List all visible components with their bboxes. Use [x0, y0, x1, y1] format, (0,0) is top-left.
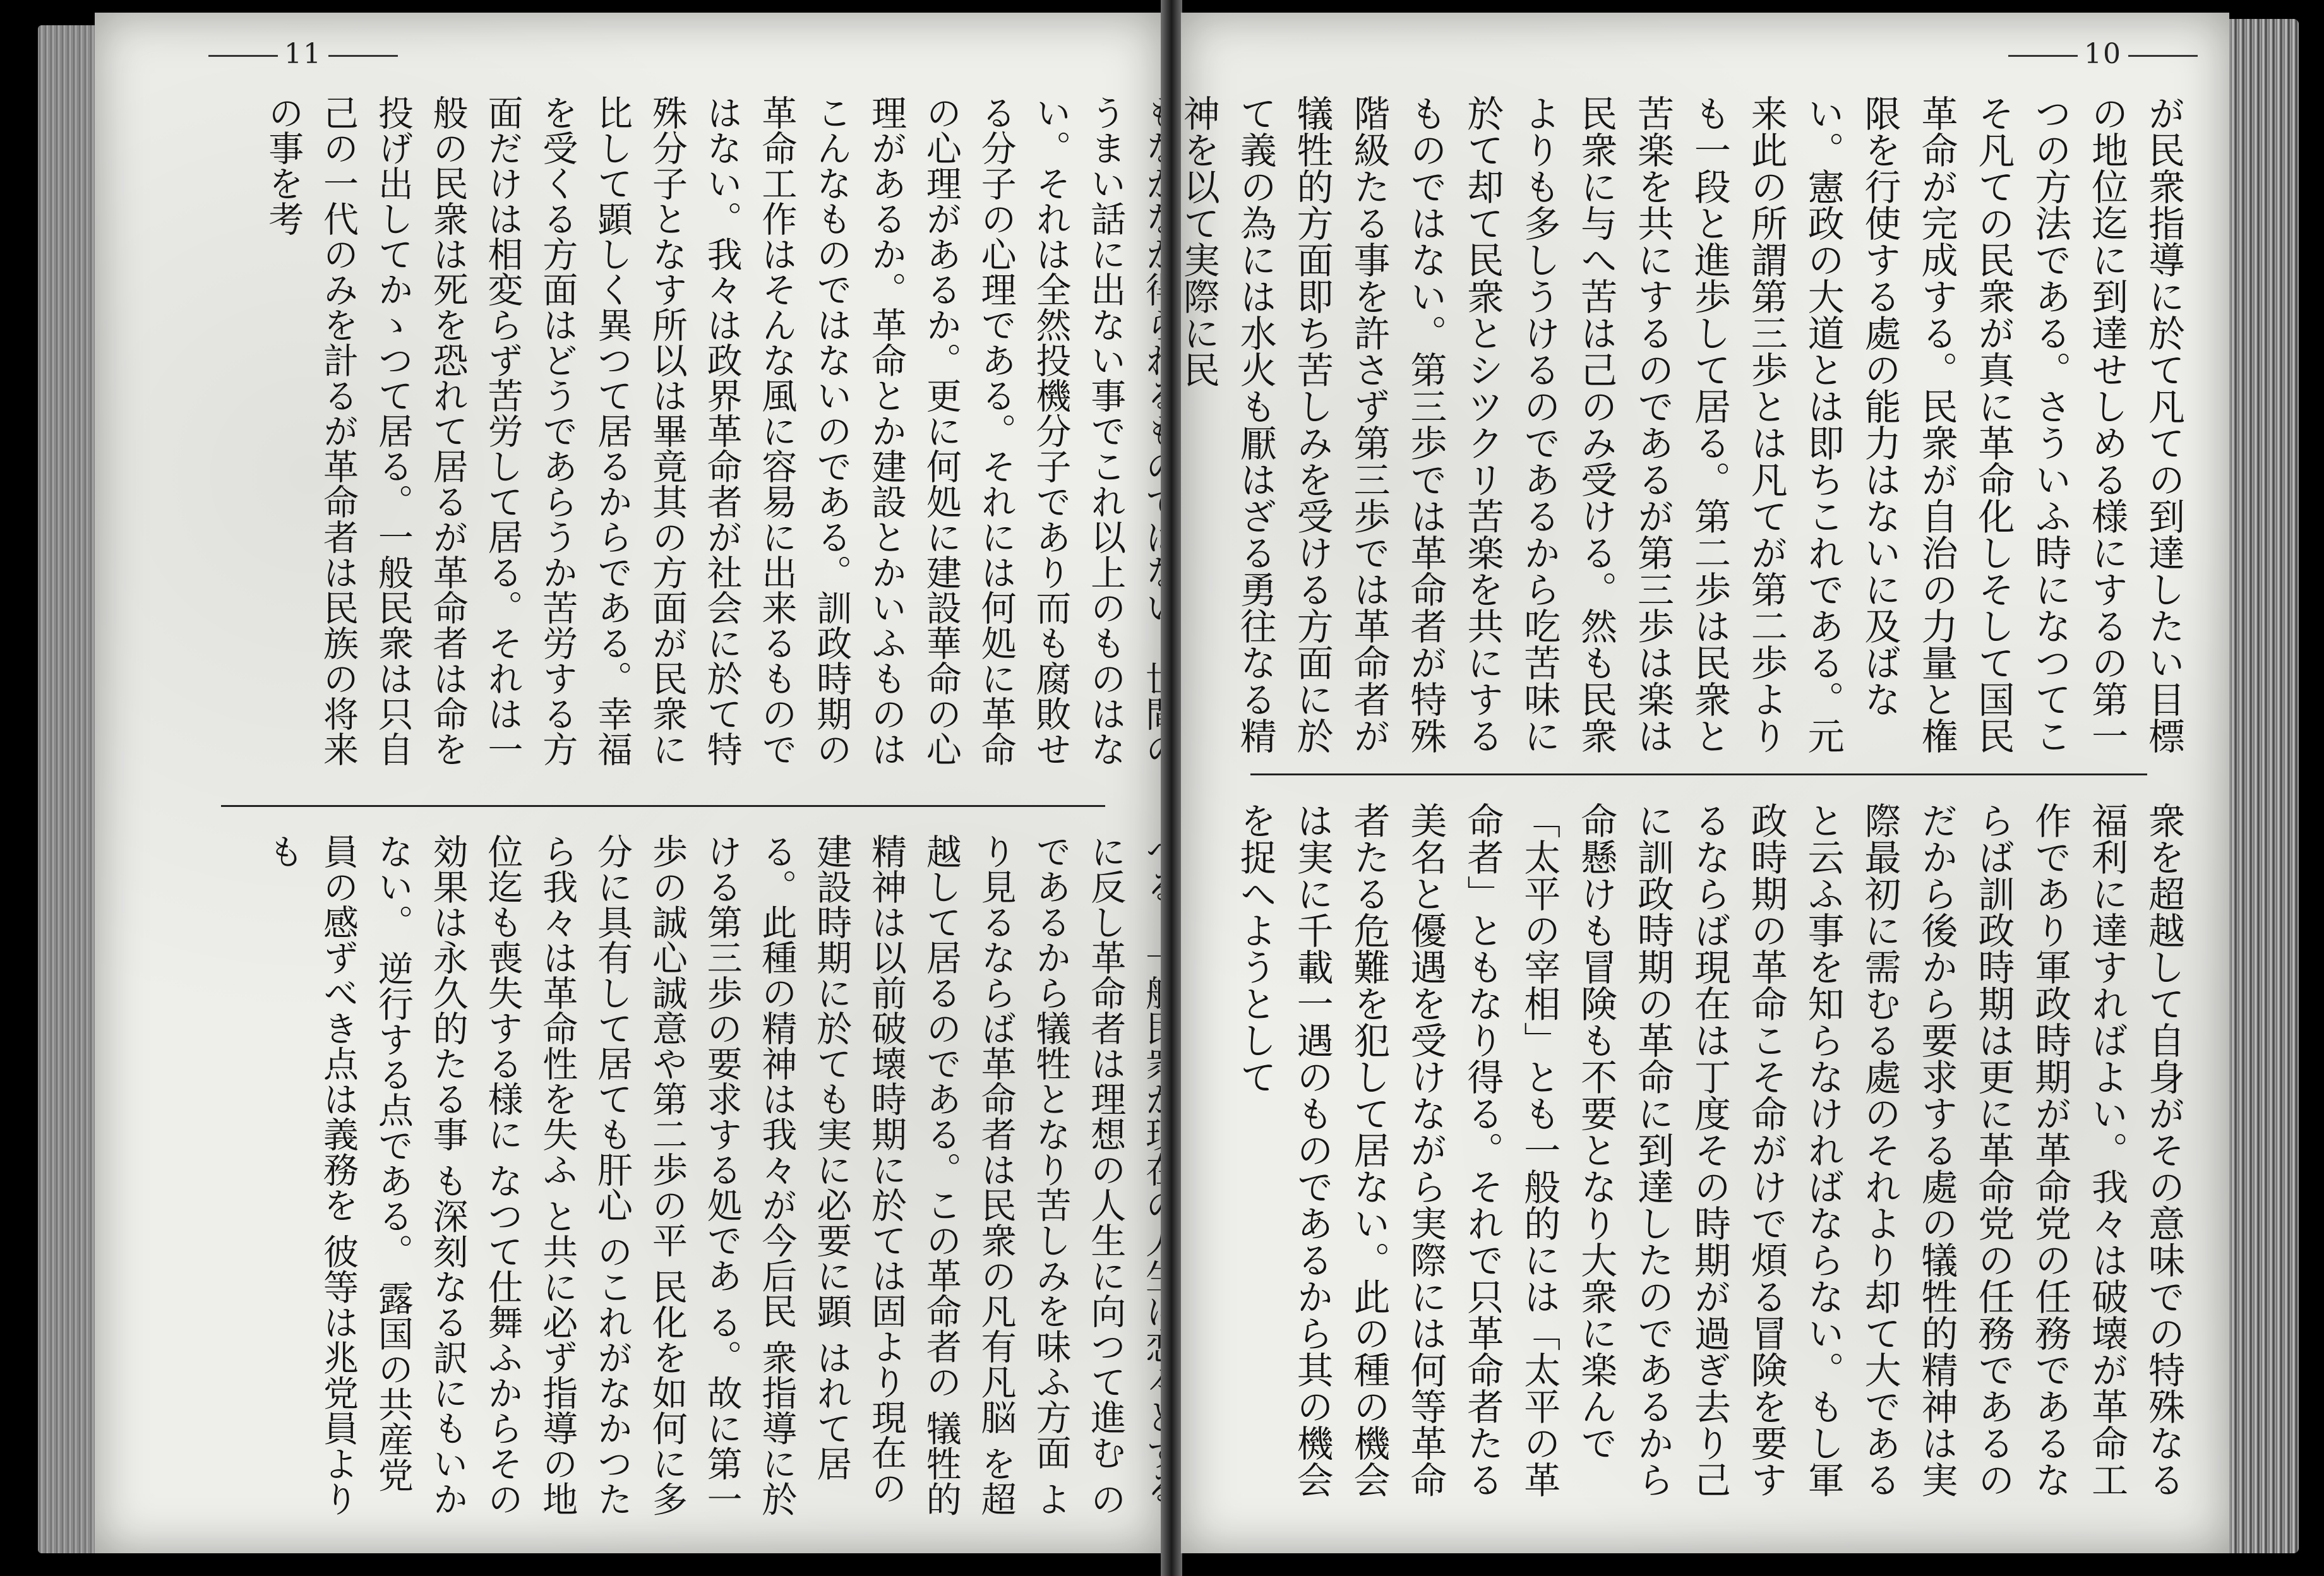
right-page-edges	[2223, 19, 2299, 1553]
left-page-lower-text: に反し革命者は理想の人生に向つて進む のであるから犠牲となり苦しみを味ふ方面 より見るならば革命者は民衆の凡有凡脳 を超越して居るのである。この革命者の 犠牲的精神は以前破壊時期に於ては固より現在の建設時期に於ても実に必要に顕 はれて居る。此種の精神は我々が今后民 衆指導に於ける第三歩の要求する処であ る。故に第一歩の誠心誠意や第二歩の平 民化を如何に多分に具有して居ても肝心 のこれがなかつたら我々は革命性を失ふ と共に必ず指導の地位迄も喪失する様に なつて仕舞ふからその効果は永久的たる事 も深刻なる訳にもいかない。 逆行する点である。 露国の共産党員の感ずべき点は義務を 彼等は兆党員よりも	[263, 833, 1127, 1517]
right-page-number: 10	[2002, 38, 2204, 70]
right-page-upper-text: が民衆指導に於て凡ての到達したい目標の地位迄に到達せしめる様にするの第一つの方法である。さういふ時になつてこそ凡ての民衆が真に革命化しそして国民革命が完成する。民衆が自治の力量と権限を行使する處の能力はないに及ばない。憲政の大道とは即ちこれである。元来此の所謂第三歩とは凡てが第二歩よりも一段と進歩して居る。第二歩は民衆と苦楽を共にするのであるが第三歩は楽は民衆に与へ苦は己のみ受ける。然も民衆よりも多しうけるのであるから吃苦味に於て却て民衆とシツクリ苦楽を共にするものではない。第三歩では革命者が特殊階級たる事を許さず第三歩では革命者が犠牲的方面即ち苦しみを受ける方面に於て義の為には水火も厭はざる勇往なる精神を以て実際に民	[1177, 95, 2185, 754]
left-page-upper-text: うまい話に出ない事でこれ以上のものはない。それは全然投機分子であり而も腐敗せる分子の心理である。それには何処に革命の心理があるか。更に何処に建設華命の心理があるか。革命とか建設とかいふものはこんなものではないのである。訓政時期の革命工作はそんな風に容易に出来るものではない。我々は政界革命者が社会に於て特殊分子となす所以は畢竟其の方面が民衆に比して顕しく異つて居るからである。幸福を受くる方面はどうであらうか苦労する方面だけは相変らず苦労して居る。それは一般の民衆は死を恐れて居るが革命者は命を投げ出してかゝつて居る。一般民衆は只自己の一代のみを計るが革命者は民族の将来の事を考	[263, 95, 1127, 767]
left-page-divider	[221, 805, 1105, 807]
left-page	[95, 13, 1162, 1553]
right-page	[1177, 13, 2229, 1553]
right-page-lower-text: 衆を超越して自身がその意味での特殊なる福利に達すればよい。我々は破壊が革命工作であり軍政時期が革命党の任務であるならば訓政時期は更に革命党の任務であるのだから後から要求する處の犠牲的精神は実際最初に需むる處のそれより却て大であると云ふ事を知らなければならない。もし軍政時期の革命こそ命がけで煩る冒険を要するならば現在は丁度その時期が過ぎ去り己に訓政時期の革命に到達したのであるから命懸けも冒険も不要となり大衆に楽んで「太平の宰相」とも一般的には「太平の革命者」ともなり得る。それで只革命者たる美名と優遇を受けながら実際には何等革命者たる危難を犯して居ない。此の種の機会は実に千載一遇のものであるから其の機会を捉へようとして	[1233, 802, 2185, 1498]
left-page-number: 11	[202, 38, 404, 70]
right-page-divider	[1250, 773, 2147, 775]
